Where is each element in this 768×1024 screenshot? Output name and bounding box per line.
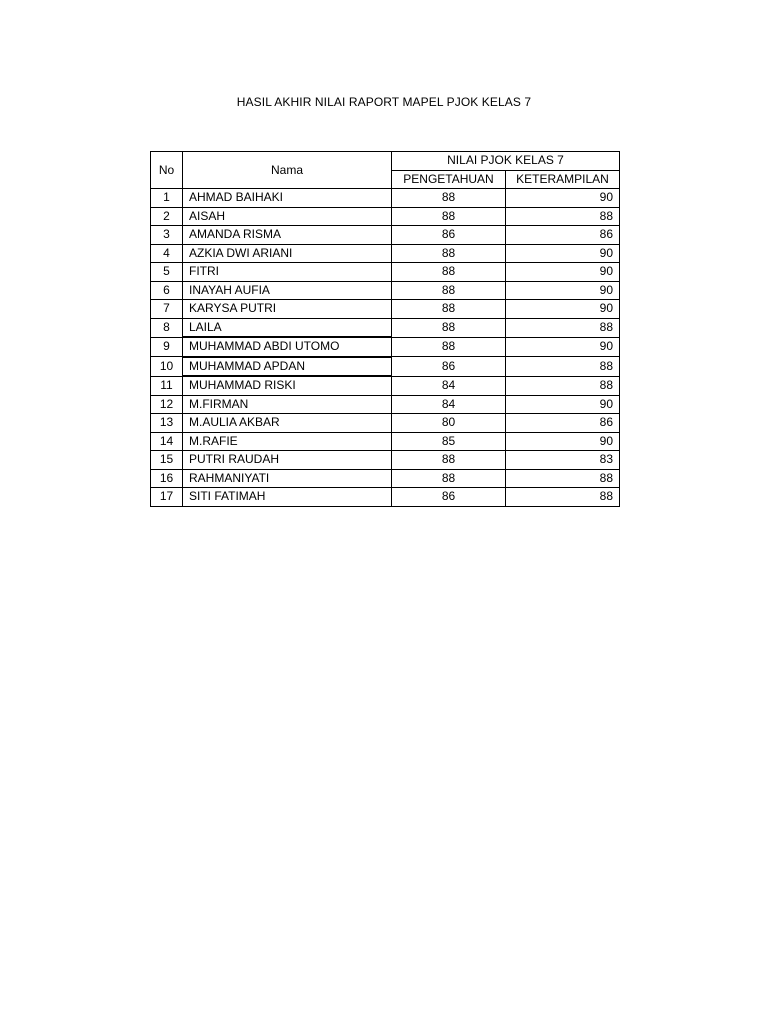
pengetahuan-score: 84 — [392, 395, 506, 414]
keterampilan-score: 88 — [506, 376, 620, 395]
row-number: 7 — [151, 300, 183, 319]
header-row-top — [151, 152, 620, 171]
keterampilan-score: 90 — [506, 432, 620, 451]
row-number: 12 — [151, 395, 183, 414]
student-name: INAYAH AUFIA — [183, 281, 392, 300]
table-row — [151, 207, 620, 226]
pengetahuan-score: 86 — [392, 488, 506, 507]
row-number: 16 — [151, 469, 183, 488]
header-group-nilai: NILAI PJOK KELAS 7 — [392, 152, 620, 171]
pengetahuan-score: 88 — [392, 451, 506, 470]
pengetahuan-score: 84 — [392, 376, 506, 395]
table-row — [151, 318, 620, 337]
table-row — [151, 432, 620, 451]
keterampilan-score: 90 — [506, 263, 620, 282]
table-row — [151, 337, 620, 357]
pengetahuan-score: 80 — [392, 414, 506, 433]
row-number: 2 — [151, 207, 183, 226]
header-pengetahuan: PENGETAHUAN — [392, 170, 506, 189]
student-name: AMANDA RISMA — [183, 226, 392, 245]
table-body — [151, 189, 620, 507]
pengetahuan-score: 86 — [392, 357, 506, 377]
keterampilan-score: 86 — [506, 226, 620, 245]
pengetahuan-score: 88 — [392, 189, 506, 208]
keterampilan-score: 86 — [506, 414, 620, 433]
table-row — [151, 263, 620, 282]
keterampilan-score: 88 — [506, 318, 620, 337]
table-row — [151, 414, 620, 433]
student-name: LAILA — [183, 318, 392, 337]
pengetahuan-score: 88 — [392, 469, 506, 488]
row-number: 6 — [151, 281, 183, 300]
student-name: MUHAMMAD ABDI UTOMO — [183, 337, 392, 357]
row-number: 11 — [151, 376, 183, 395]
row-number: 8 — [151, 318, 183, 337]
table-row — [151, 189, 620, 208]
pengetahuan-score: 88 — [392, 318, 506, 337]
student-name: SITI FATIMAH — [183, 488, 392, 507]
table-row — [151, 357, 620, 377]
student-name: MUHAMMAD APDAN — [183, 357, 392, 377]
student-name: AHMAD BAIHAKI — [183, 189, 392, 208]
keterampilan-score: 90 — [506, 300, 620, 319]
keterampilan-score: 88 — [506, 488, 620, 507]
keterampilan-score: 90 — [506, 189, 620, 208]
table-row — [151, 244, 620, 263]
row-number: 13 — [151, 414, 183, 433]
table-row — [151, 395, 620, 414]
student-name: M.RAFIE — [183, 432, 392, 451]
document-title: HASIL AKHIR NILAI RAPORT MAPEL PJOK KELAS 7 — [236, 95, 532, 109]
row-number: 10 — [151, 357, 183, 377]
keterampilan-score: 90 — [506, 244, 620, 263]
keterampilan-score: 88 — [506, 207, 620, 226]
pengetahuan-score: 85 — [392, 432, 506, 451]
student-name: M.AULIA AKBAR — [183, 414, 392, 433]
table-row — [151, 451, 620, 470]
keterampilan-score: 90 — [506, 395, 620, 414]
header-nama: Nama — [183, 152, 392, 189]
row-number: 15 — [151, 451, 183, 470]
student-name: KARYSA PUTRI — [183, 300, 392, 319]
pengetahuan-score: 88 — [392, 244, 506, 263]
student-name: PUTRI RAUDAH — [183, 451, 392, 470]
grade-table — [150, 151, 620, 507]
table-row — [151, 488, 620, 507]
student-name: AZKIA DWI ARIANI — [183, 244, 392, 263]
row-number: 3 — [151, 226, 183, 245]
table-row — [151, 469, 620, 488]
row-number: 17 — [151, 488, 183, 507]
pengetahuan-score: 88 — [392, 337, 506, 357]
header-keterampilan: KETERAMPILAN — [506, 170, 620, 189]
pengetahuan-score: 86 — [392, 226, 506, 245]
keterampilan-score: 83 — [506, 451, 620, 470]
row-number: 9 — [151, 337, 183, 357]
student-name: AISAH — [183, 207, 392, 226]
row-number: 4 — [151, 244, 183, 263]
table-row — [151, 226, 620, 245]
keterampilan-score: 90 — [506, 281, 620, 300]
header-no: No — [151, 152, 183, 189]
table-row — [151, 300, 620, 319]
row-number: 5 — [151, 263, 183, 282]
row-number: 1 — [151, 189, 183, 208]
student-name: MUHAMMAD RISKI — [183, 376, 392, 395]
pengetahuan-score: 88 — [392, 281, 506, 300]
table-header — [151, 152, 620, 189]
student-name: FITRI — [183, 263, 392, 282]
keterampilan-score: 88 — [506, 469, 620, 488]
student-name: RAHMANIYATI — [183, 469, 392, 488]
keterampilan-score: 90 — [506, 337, 620, 357]
pengetahuan-score: 88 — [392, 263, 506, 282]
table-row — [151, 376, 620, 395]
table-row — [151, 281, 620, 300]
student-name: M.FIRMAN — [183, 395, 392, 414]
keterampilan-score: 88 — [506, 357, 620, 377]
pengetahuan-score: 88 — [392, 300, 506, 319]
pengetahuan-score: 88 — [392, 207, 506, 226]
row-number: 14 — [151, 432, 183, 451]
